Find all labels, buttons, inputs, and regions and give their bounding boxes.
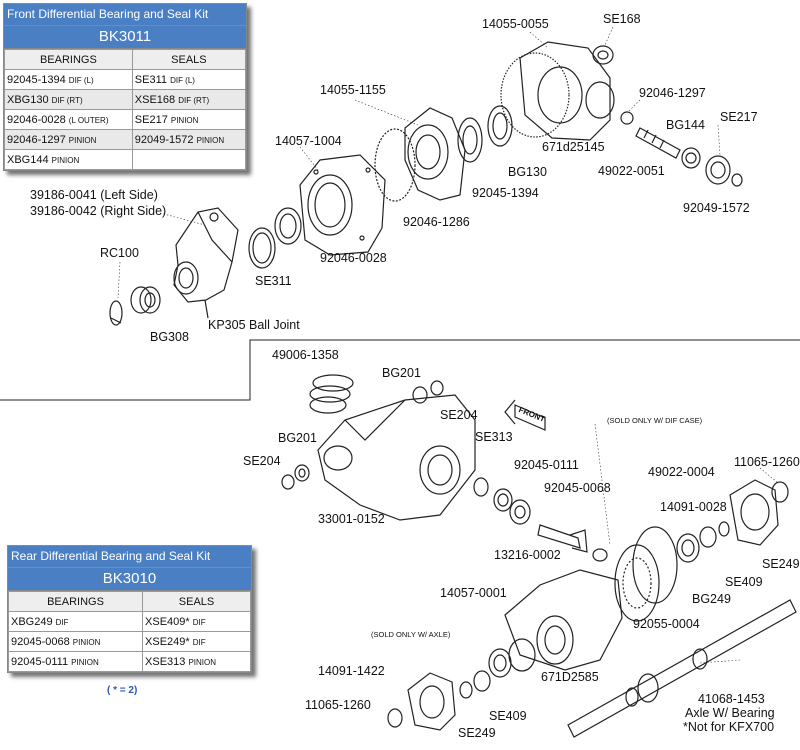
- table-row: [9, 652, 251, 672]
- table-row: [5, 70, 246, 90]
- label-33001-0152: 33001-0152: [318, 512, 385, 526]
- label-92046-1297: 92046-1297: [639, 86, 706, 100]
- label-se204: SE204: [243, 454, 281, 468]
- bearing-part: 92045-1394: [7, 73, 66, 86]
- collar-icon: [593, 549, 607, 561]
- label-39186-0042: 39186-0042 (Right Side): [30, 204, 167, 218]
- bearing-bg201-top-icon: [413, 387, 427, 403]
- bearing-bg308-icon: [131, 287, 160, 313]
- bearing-part: 92045-0068: [11, 635, 70, 648]
- bearing-position: DIF (RT): [51, 95, 83, 105]
- rear-kit-panel: [7, 545, 252, 673]
- label-14055-1155: 14055-1155: [320, 83, 386, 97]
- col-seals: SEALS: [132, 50, 245, 70]
- bearing-rear-icon: [489, 649, 511, 677]
- bearing-position: DIF: [55, 617, 69, 627]
- label-se409-r: SE409: [725, 575, 763, 589]
- rear-kit-table: [8, 591, 251, 672]
- rear-kit-footnote: ( * = 2): [107, 685, 138, 696]
- table-row: [9, 612, 251, 632]
- label-axle-desc: Axle W/ Bearing: [685, 706, 775, 720]
- label-axle-note: *Not for KFX700: [683, 720, 775, 734]
- bearing-position: PINION: [71, 657, 99, 667]
- seal-part: XSE409*: [145, 615, 190, 628]
- front-kit-title: Front Differential Bearing and Seal Kit: [4, 4, 246, 26]
- label-39186-0041: 39186-0041 (Left Side): [30, 188, 158, 202]
- seal-92049-1572-icon: [732, 174, 742, 186]
- seal-position: DIF: [192, 637, 206, 647]
- label-se249-r: SE249: [762, 557, 800, 571]
- bearing-position: DIF (L): [68, 75, 94, 85]
- label-se168: SE168: [603, 12, 641, 26]
- bearing-92046-0028-icon: [275, 208, 301, 244]
- oring-671d2585-icon: [509, 639, 535, 671]
- seal-position: DIF (L): [170, 75, 195, 85]
- label-bg249: BG249: [692, 592, 731, 606]
- label-49022-0051: 49022-0051: [598, 164, 665, 178]
- table-row: [5, 110, 246, 130]
- label-92049-1572: 92049-1572: [683, 201, 750, 215]
- seal-part: XSE313: [145, 655, 186, 668]
- bearing-part: XBG249: [11, 615, 53, 628]
- label-671d2585: 671D2585: [541, 670, 599, 684]
- seal-part: XSE249*: [145, 635, 190, 648]
- seal-se168-icon: [593, 46, 613, 64]
- collar-11065-1260-icon: [772, 482, 788, 502]
- label-41068-1453: 41068-1453: [698, 692, 765, 706]
- bearing-bg144-icon: [682, 148, 700, 168]
- table-row: [5, 150, 246, 170]
- seal-se249-l-icon: [460, 682, 472, 698]
- label-bg201-top: BG201: [382, 366, 421, 380]
- label-bg144: BG144: [666, 118, 705, 132]
- seal-position: PINION: [170, 115, 199, 125]
- label-14057-1004: 14057-1004: [275, 134, 342, 148]
- circlip-rc100-icon: [110, 301, 122, 325]
- hub-14091-0028-icon: [730, 480, 778, 545]
- seal-se409-l-icon: [474, 671, 490, 691]
- bearing-part: XBG144: [7, 153, 49, 166]
- gasket-icon: [375, 129, 415, 201]
- diff-cover-14057-1004-icon: [300, 155, 385, 255]
- rear-kit-title: Rear Differential Bearing and Seal Kit: [8, 546, 251, 568]
- label-se313: SE313: [475, 430, 513, 444]
- col-seals: SEALS: [143, 592, 251, 612]
- table-row: [9, 632, 251, 652]
- label-se204-top: SE204: [440, 408, 478, 422]
- knuckle-icon: [174, 208, 238, 318]
- label-bg130: BG130: [508, 165, 547, 179]
- label-se249-l: SE249: [458, 726, 496, 740]
- label-se409-l: SE409: [489, 709, 527, 723]
- note-sold-with-dif-case: (SOLD ONLY W/ DIF CASE): [607, 416, 703, 425]
- label-49006-1358: 49006-1358: [272, 348, 339, 362]
- seal-se204-top-icon: [431, 381, 443, 395]
- label-14057-0001: 14057-0001: [440, 586, 507, 600]
- seal-se249-icon: [719, 522, 729, 536]
- col-bearings: BEARINGS: [5, 50, 133, 70]
- collar-11065-1260-l-icon: [388, 709, 402, 727]
- bearing-position: PINION: [68, 135, 97, 145]
- label-bg308: BG308: [150, 330, 189, 344]
- label-14055-0055: 14055-0055: [482, 17, 549, 31]
- table-row: [5, 90, 246, 110]
- bearing-position: PINION: [51, 155, 80, 165]
- table-row: [5, 130, 246, 150]
- ring-gear-carrier-14055-1155-icon: [405, 108, 465, 200]
- bearing-part: 92046-1297: [7, 133, 66, 146]
- label-92046-0028: 92046-0028: [320, 251, 387, 265]
- front-arrow-text: FRONT: [517, 405, 547, 424]
- hub-14091-1422-icon: [408, 673, 455, 730]
- bearing-position: PINION: [72, 637, 101, 647]
- label-bg201: BG201: [278, 431, 317, 445]
- label-se311: SE311: [255, 274, 292, 288]
- seal-position: DIF (RT): [178, 95, 210, 105]
- front-diff-case-14055-0055-icon: [501, 42, 614, 140]
- label-92055-0004: 92055-0004: [633, 617, 700, 631]
- label-11065-1260-l: 11065-1260: [305, 698, 371, 712]
- label-671d25145: 671d25145: [542, 140, 605, 154]
- front-kit-panel: [3, 3, 247, 171]
- label-14091-1422: 14091-1422: [318, 664, 385, 678]
- bearing-bg130-icon: [488, 106, 512, 146]
- front-kit-table: [4, 49, 246, 170]
- bearing-92045-0111-icon: [494, 489, 512, 511]
- label-kp305: KP305 Ball Joint: [208, 318, 300, 332]
- bearing-part: 92046-0028: [7, 113, 66, 126]
- diff-case-14057-0001-icon: [505, 570, 622, 670]
- label-92046-1286: 92046-1286: [403, 215, 470, 229]
- seal-part: SE217: [134, 113, 168, 126]
- bearing-92046-1297-icon: [621, 112, 633, 124]
- label-92045-0111: 92045-0111: [514, 458, 579, 472]
- label-49022-0004: 49022-0004: [648, 465, 715, 479]
- label-92045-0068: 92045-0068: [544, 481, 611, 495]
- label-13216-0002: 13216-0002: [494, 548, 561, 562]
- bearing-bg201-icon: [295, 465, 309, 481]
- col-bearings: BEARINGS: [9, 592, 143, 612]
- seal-position: PINION: [188, 657, 217, 667]
- seal-part: 92049-1572: [134, 133, 194, 146]
- boot-49006-1358-icon: [310, 375, 353, 413]
- bearing-part: XBG130: [7, 93, 49, 106]
- seal-part: XSE168: [134, 93, 176, 106]
- pinion-49022-0051-icon: [636, 128, 680, 158]
- rear-kit-code: BK3010: [8, 568, 251, 591]
- bearing-position: (L OUTER): [68, 115, 109, 125]
- seal-position: PINION: [196, 135, 225, 145]
- label-92045-1394: 92045-1394: [472, 186, 539, 200]
- bearing-bg249-icon: [677, 534, 699, 562]
- note-sold-with-axle: (SOLD ONLY W/ AXLE): [371, 630, 451, 639]
- label-14091-0028: 14091-0028: [660, 500, 727, 514]
- front-kit-code: BK3011: [4, 26, 246, 49]
- bearing-92045-1394-icon: [458, 118, 482, 162]
- label-rc100: RC100: [100, 246, 139, 260]
- seal-se204-icon: [282, 475, 294, 489]
- seal-position: DIF: [192, 617, 206, 627]
- ring-gear-49022-0004-icon: [615, 527, 677, 621]
- seal-se217-icon: [706, 156, 730, 184]
- label-se217: SE217: [720, 110, 758, 124]
- seal-se313-icon: [474, 478, 488, 496]
- seal-part: SE311: [134, 73, 167, 86]
- label-11065-1260-r: 11065-1260: [734, 455, 800, 469]
- seal-se311-icon: [249, 228, 275, 268]
- seal-se409-icon: [700, 527, 716, 547]
- bearing-92045-0068-icon: [510, 500, 530, 524]
- bearing-part: 92045-0111: [11, 655, 69, 668]
